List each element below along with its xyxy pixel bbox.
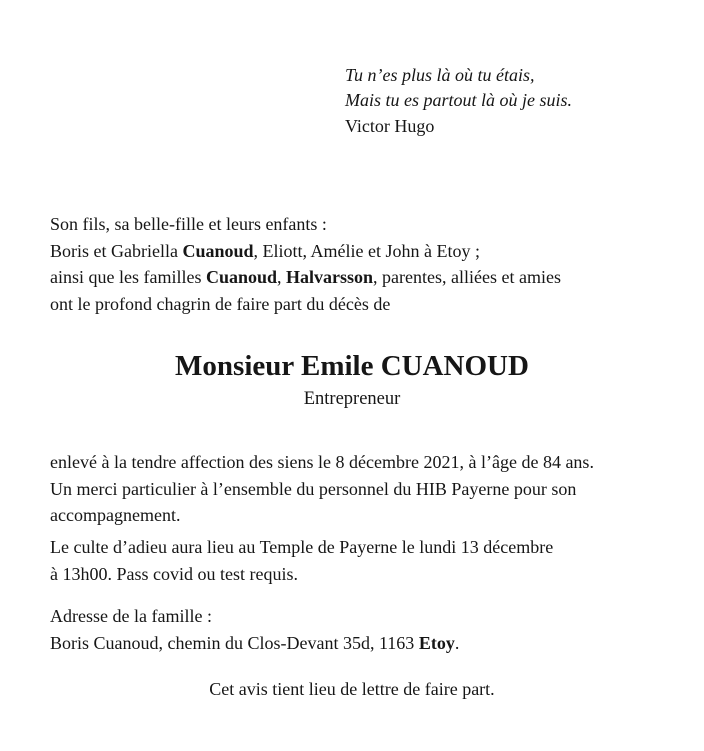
text-segment: Boris et Gabriella [50, 240, 183, 261]
text-line [50, 561, 553, 588]
text-line [50, 264, 561, 291]
ceremony-paragraph [50, 534, 553, 587]
text-line [50, 603, 459, 630]
text-segment: ont le profond chagrin de faire part du décès de [50, 293, 391, 314]
text-line [50, 238, 561, 265]
text-segment: Son fils, sa belle-fille et leurs enfants : [50, 214, 327, 234]
text-segment: Un merci particulier à l’ensemble du personnel du HIB Payerne pour son [50, 478, 577, 499]
text-segment: Adresse de la famille : [50, 606, 212, 626]
deceased-name-heading: Monsieur Emile CUANOUD [175, 350, 529, 382]
text-segment: accompagnement. [50, 505, 181, 526]
intro-paragraph [50, 211, 561, 317]
emphasized-name: Cuanoud [205, 267, 278, 288]
text-line [50, 449, 594, 476]
text-segment: à 13h00. Pass covid ou test requis. [50, 563, 298, 584]
epigraph-quote [345, 63, 572, 139]
text-segment: , parentes, alliées et amies [373, 267, 561, 288]
text-line [50, 502, 594, 529]
text-line [50, 211, 561, 238]
emphasized-name: Cuanoud [182, 240, 254, 261]
closing-line: Cet avis tient lieu de lettre de faire part. [209, 679, 495, 699]
text-segment: ainsi que les familles [50, 267, 206, 288]
text-line [345, 63, 572, 88]
emphasized-name: Etoy [418, 632, 455, 653]
text-line [50, 630, 459, 657]
text-line [50, 534, 553, 561]
text-segment: , Eliott, Amélie et John à Etoy ; [253, 240, 480, 261]
text-segment: Victor Hugo [345, 115, 435, 136]
text-line [50, 476, 594, 503]
text-segment: enlevé à la tendre affection des siens le 8 décembre 2021, à l’âge de 84 ans. [50, 452, 594, 472]
text-segment: Boris Cuanoud, chemin du Clos-Devant 35d, 1163 [50, 632, 419, 653]
text-segment: Le culte d’adieu aura lieu au Temple de Payerne le lundi 13 décembre [50, 537, 554, 557]
text-line [345, 114, 572, 139]
text-line [50, 291, 561, 318]
text-segment: Tu n’es plus là où tu étais, [345, 65, 535, 85]
deceased-profession: Entrepreneur [303, 389, 401, 409]
family-address-paragraph [50, 603, 459, 656]
emphasized-name: Halvarsson [286, 267, 374, 288]
text-segment: Mais tu es partout là où je suis. [345, 90, 573, 111]
text-segment: . [454, 632, 460, 653]
passing-paragraph [50, 449, 594, 529]
text-line [345, 88, 572, 113]
text-segment: , [277, 267, 287, 288]
